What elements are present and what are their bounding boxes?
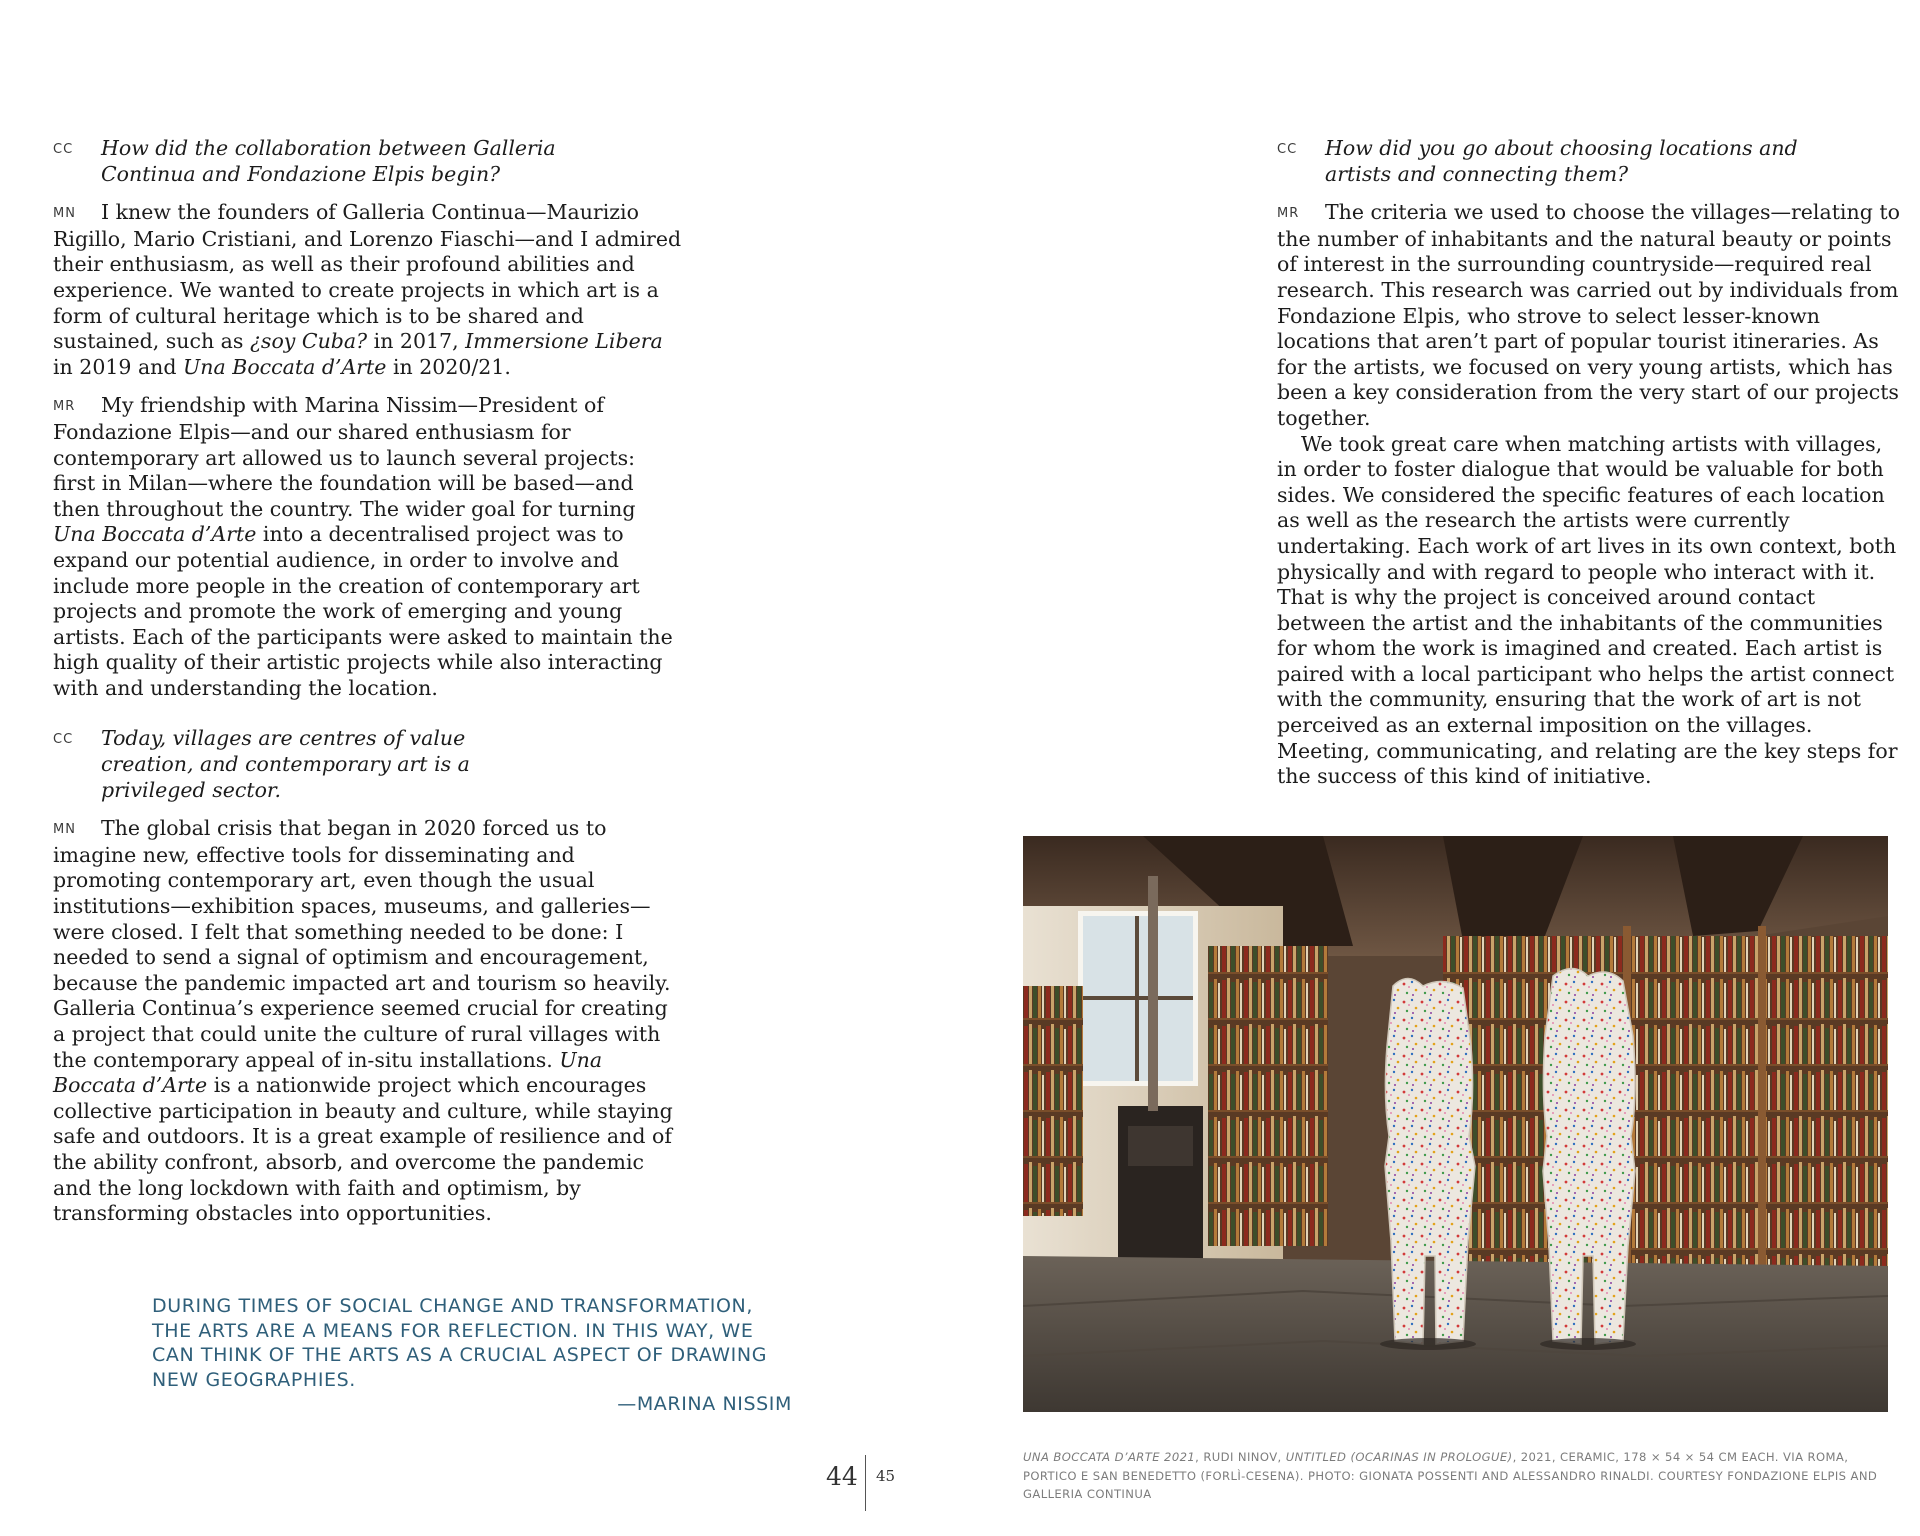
answer-text: The global crisis that began in 2020 forced us to imagine new, effective tools for disseminating and promoting contemporary art, even though the usual institutions—exhibition spaces, museums, and galleries—were closed. I felt that something needed to be done: I needed to send a signal of optimism and encouragement, because the pandemic impacted art and tourism so heavily. Galleria Continua’s experience seemed crucial for creating a project that could unite the culture of rural villages with the contemporary appeal of in-situ installations.	[53, 816, 671, 1072]
speaker-label: CC	[53, 142, 74, 157]
answer-text: into a decentralised project was to expand our potential audience, in order to involve and include more people in the creation of contemporary art projects and promote the work of emerging and young artists. Each of the participants were asked to maintain the high quality of their artistic projects while also interacting with and understanding the location.	[53, 522, 673, 700]
answer-text: in 2017,	[367, 329, 466, 354]
speaker-label: MN	[53, 822, 76, 838]
artwork-photo	[1023, 836, 1888, 1412]
pull-quote-text: DURING TIMES OF SOCIAL CHANGE AND TRANSFORMATION, THE ARTS ARE A MEANS FOR REFLECTION. IN THIS WAY, WE CAN THINK OF THE ARTS AS A CRUCIAL ASPECT OF DRAWING NEW GEOGRAPHIES.	[152, 1295, 768, 1391]
page-number-left: 44	[826, 1462, 858, 1491]
speaker-label: MR	[53, 399, 76, 415]
answer-text: is a nationwide project which encourages collective participation in beauty and culture, while staying safe and outdoors. It is a great example of resilience and of the ability confront, absorb, and overcome the pandemic and the long lockdown with faith and optimism, by transforming obstacles into opportunities.	[53, 1073, 673, 1226]
caption-title: UNA BOCCATA D’ARTE 2021	[1023, 1450, 1196, 1464]
photo-caption	[1023, 1448, 1883, 1504]
speaker-label: CC	[53, 732, 74, 748]
title-italic: Una Boccata d’Arte	[183, 354, 387, 379]
pull-quote-attribution: —MARINA NISSIM	[617, 1393, 792, 1415]
speaker-label: MR	[1277, 206, 1300, 222]
caption-text: , RUDI NINOV,	[1195, 1450, 1286, 1464]
answer-text: in 2020/21.	[386, 354, 511, 379]
question-text: Today, villages are centres of value creation, and contemporary art is a privileged sector.	[101, 726, 470, 802]
caption-text: , 2021, CERAMIC, 178 × 54 × 54 CM EACH. VIA ROMA, PORTICO E SAN BENEDETTO (FORLÌ-CESENA). PHOTO: GIONATA POSSENTI AND ALESSANDRO RINALDI. COURTESY FONDAZIONE ELPIS AND GALLERIA CONTINUA	[1023, 1450, 1878, 1501]
answer-text: The criteria we used to choose the villages—relating to the number of inhabitants and the natural beauty or points of interest in the surrounding countryside—required real research. This research was carried out by individuals from Fondazione Elpis, who strove to select lesser-known locations that aren’t part of popular tourist itineraries. As for the artists, we focused on very young artists, which has been a key consideration from the very start of our projects together.	[1277, 200, 1900, 430]
question-text: How did you go about choosing locations and artists and connecting them?	[1325, 136, 1798, 186]
right-column	[1277, 136, 1907, 790]
speaker-label: CC	[1277, 142, 1298, 157]
answer-block	[1277, 200, 1907, 790]
answer-block	[53, 816, 683, 1227]
question-text: How did the collaboration between Galleria Continua and Fondazione Elpis begin?	[101, 136, 556, 186]
page-number-right: 45	[876, 1467, 896, 1485]
speaker-label: MN	[53, 206, 76, 222]
title-italic: Immersione Libera	[465, 329, 663, 354]
answer-text: We took great care when matching artists with villages, in order to foster dialogue that would be valuable for both sides. We considered the specific features of each location as well as the research the artists were currently undertaking. Each work of art lives in its own context, both physically and with regard to people who interact with it. That is why the project is conceived around contact between the artist and the inhabitants of the communities for whom the work is imagined and created. Each artist is paired with a local participant who helps the artist connect with the community, ensuring that the work of art is not perceived as an external imposition on the villages. Meeting, communicating, and relating are the key steps for the success of this kind of initiative.	[1277, 431, 1898, 789]
title-italic: Una Boccata d’Arte	[53, 522, 257, 547]
answer-block	[53, 393, 683, 701]
folio-divider	[865, 1455, 866, 1511]
question-block	[53, 136, 683, 187]
caption-title: UNTITLED (OCARINAS IN PROLOGUE)	[1285, 1450, 1513, 1464]
left-column	[53, 136, 683, 1227]
title-italic: ¿soy Cuba?	[249, 329, 368, 354]
question-block	[1277, 136, 1907, 187]
answer-text: in 2019 and	[53, 354, 184, 379]
title-italic: Una Boccata d’Arte	[53, 1047, 603, 1098]
pull-quote	[152, 1294, 792, 1417]
answer-text: My friendship with Marina Nissim—President of Fondazione Elpis—and our shared enthusiasm for contemporary art allowed us to launch several projects: first in Milan—where the foundation will be based—and then throughout the country. The wider goal for turning	[53, 393, 636, 521]
answer-text: I knew the founders of Galleria Continua—Maurizio Rigillo, Mario Cristiani, and Lorenzo Fiaschi—and I admired their enthusiasm, as well as their profound abilities and experience. We wanted to create projects in which art is a form of cultural heritage which is to be shared and sustained, such as	[53, 200, 682, 354]
question-block	[53, 726, 683, 803]
answer-block	[53, 200, 683, 380]
